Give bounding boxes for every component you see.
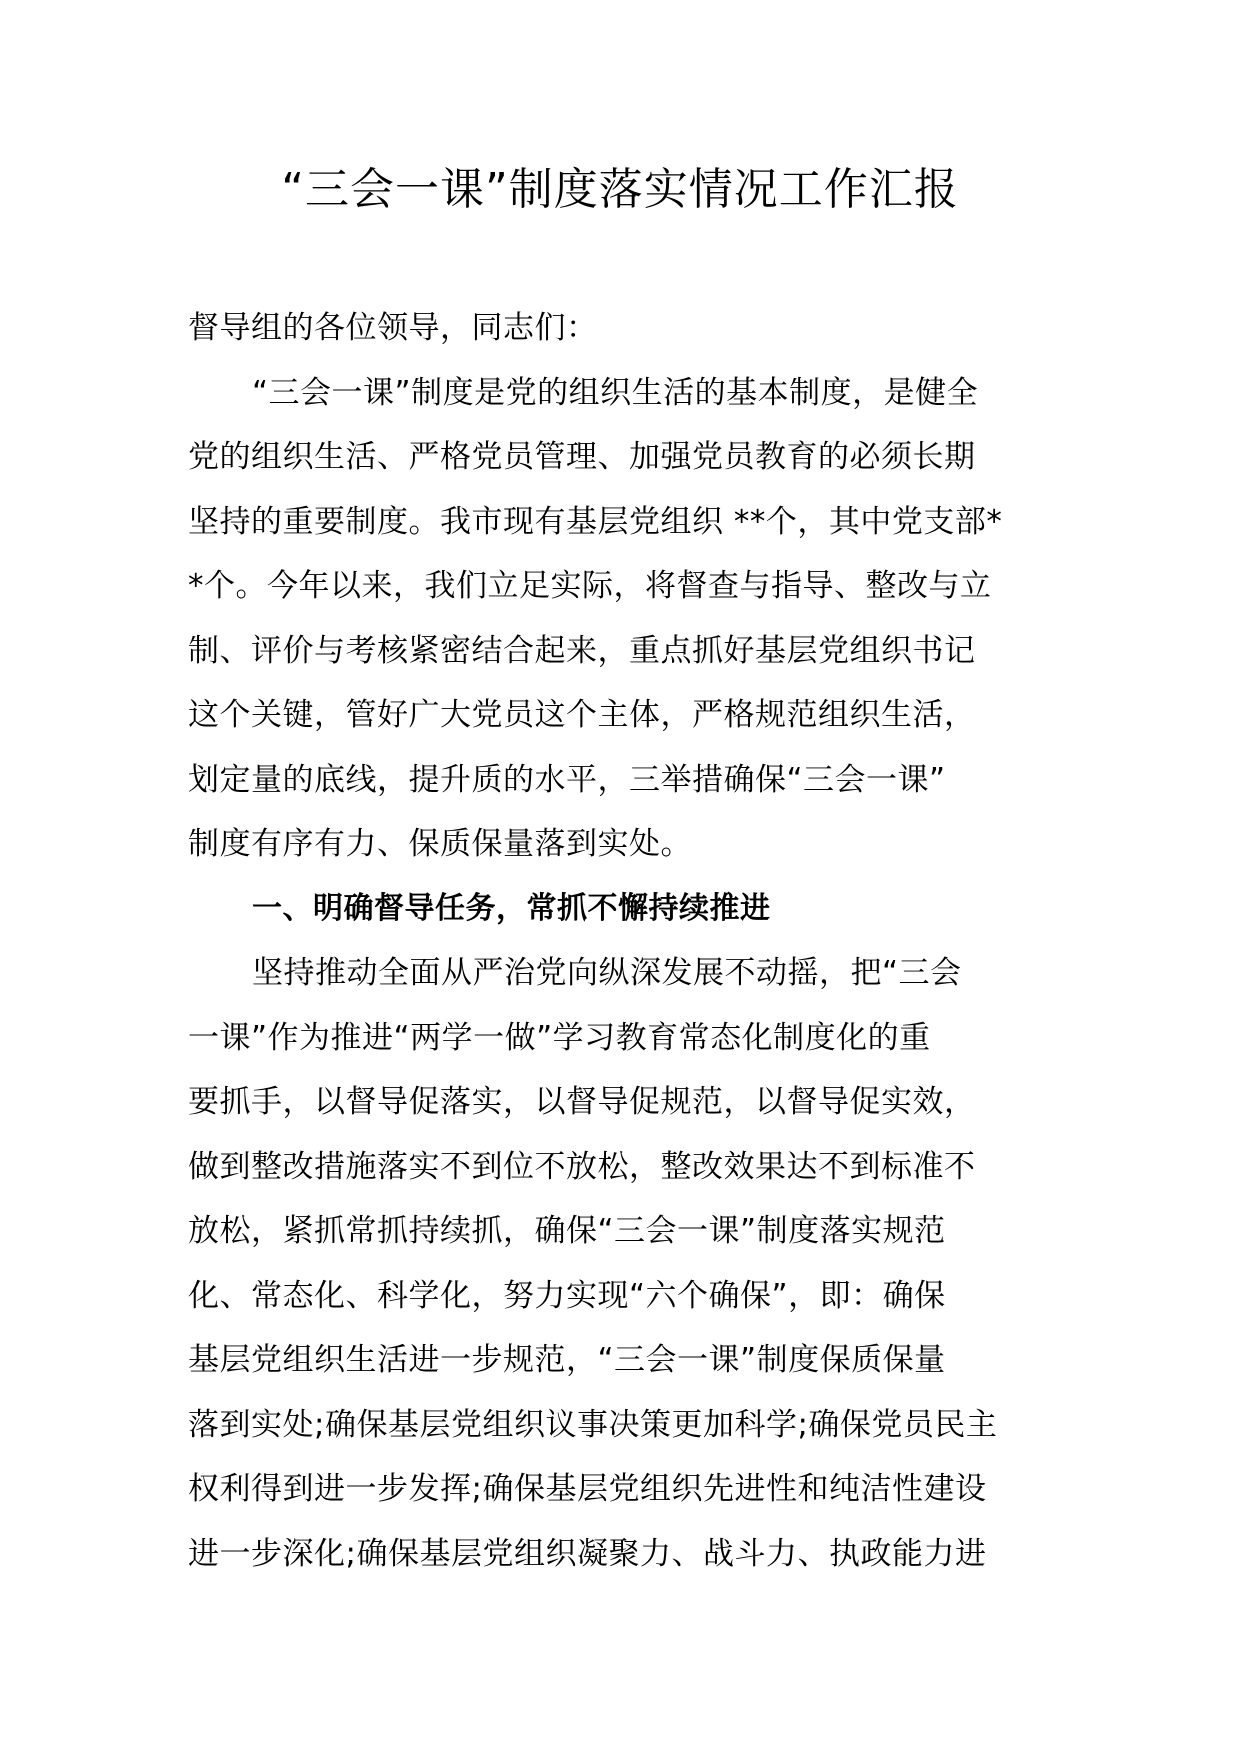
- paragraph-line: 放松，紧抓常抓持续抓，确保“三会一课”制度落实规范: [188, 1213, 946, 1249]
- salutation: 督导组的各位领导，同志们：: [188, 310, 598, 346]
- paragraph-line: 做到整改措施落实不到位不放松，整改效果达不到标准不: [188, 1148, 976, 1185]
- paragraph-line: 权利得到进一步发挥;确保基层党组织先进性和纯洁性建设: [188, 1471, 987, 1507]
- paragraph-line: 坚持的重要制度。我市现有基层党组织 **个，其中党支部*: [188, 503, 1003, 540]
- section-heading-1: 一、明确督导任务，常抓不懈持续推进: [252, 890, 771, 926]
- paragraph-line: 要抓手，以督导促落实，以督导促规范，以督导促实效，: [188, 1084, 976, 1120]
- paragraph-line: 进一步深化;确保基层党组织凝聚力、战斗力、执政能力进: [188, 1535, 987, 1572]
- document-title: “三会一课”制度落实情况工作汇报: [281, 164, 959, 215]
- paragraph-line: 基层党组织生活进一步规范，“三会一课”制度保质保量: [188, 1342, 946, 1378]
- paragraph-line: 落到实处;确保基层党组织议事决策更加科学;确保党员民主: [188, 1406, 998, 1443]
- paragraph-line: *个。今年以来，我们立足实际，将督查与指导、整改与立: [188, 568, 992, 604]
- paragraph-line: 一课”作为推进“两学一做”学习教育常态化制度化的重: [188, 1019, 931, 1056]
- paragraph-line: 制、评价与考核紧密结合起来，重点抓好基层党组织书记: [188, 632, 976, 669]
- paragraph-line: 化、常态化、科学化，努力实现“六个确保”，即：确保: [188, 1277, 946, 1314]
- paragraph-line: 制度有序有力、保质保量落到实处。: [188, 826, 692, 862]
- paragraph-line: 划定量的底线，提升质的水平，三举措确保“三会一课”: [188, 761, 946, 798]
- document-body: [188, 296, 1058, 1586]
- paragraph-line: 坚持推动全面从严治党向纵深发展不动摇，把“三会: [252, 955, 962, 991]
- paragraph-section1: [188, 941, 1058, 1586]
- paragraph-line: 这个关键，管好广大党员这个主体，严格规范组织生活，: [188, 697, 976, 733]
- paragraph-intro: [188, 361, 1058, 877]
- paragraph-line: “三会一课”制度是党的组织生活的基本制度，是健全: [252, 374, 979, 411]
- paragraph-line: 党的组织生活、严格党员管理、加强党员教育的必须长期: [188, 439, 976, 475]
